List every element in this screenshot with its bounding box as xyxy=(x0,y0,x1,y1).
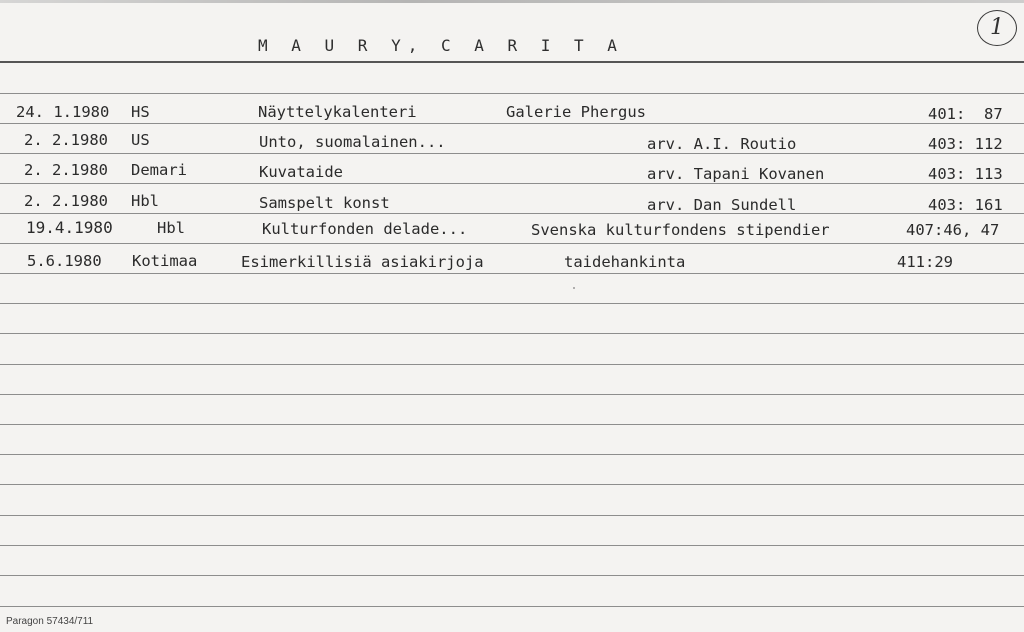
entry-note: Galerie Phergus xyxy=(506,103,646,121)
entry-paper: Hbl xyxy=(157,219,185,237)
ruled-line xyxy=(0,575,1024,576)
entry-paper: HS xyxy=(131,103,150,121)
entry-note: Svenska kulturfondens stipendier xyxy=(531,221,830,239)
entry-headline: Esimerkillisiä asiakirjoja xyxy=(241,253,484,271)
entry-note: arv. A.I. Routio xyxy=(647,135,797,153)
entry-paper: Demari xyxy=(131,161,187,179)
entry-note: arv. Dan Sundell xyxy=(647,196,797,214)
ruled-line xyxy=(0,243,1024,244)
paper-speck xyxy=(573,287,575,289)
entry-paper: Kotimaa xyxy=(132,252,198,270)
ruled-line xyxy=(0,394,1024,395)
printer-footer: Paragon 57434/711 xyxy=(6,616,94,627)
ruled-line xyxy=(0,303,1024,304)
entry-ref: 401: 87 xyxy=(928,105,1003,123)
entry-headline: Näyttelykalenteri xyxy=(258,103,417,121)
ruled-line xyxy=(0,545,1024,546)
entry-date: 5.6.1980 xyxy=(27,252,102,270)
entry-note: taidehankinta xyxy=(564,253,686,271)
ruled-line xyxy=(0,484,1024,485)
ruled-line xyxy=(0,273,1024,274)
ruled-line xyxy=(0,183,1024,184)
entry-ref: 403: 113 xyxy=(928,165,1003,183)
ruled-line xyxy=(0,364,1024,365)
ruled-line xyxy=(0,123,1024,124)
entry-ref: 403: 112 xyxy=(928,135,1003,153)
entry-headline: Kulturfonden delade... xyxy=(262,220,468,238)
entry-date: 2. 2.1980 xyxy=(24,192,108,210)
card-number-circle: 1 xyxy=(977,10,1017,46)
ruled-line xyxy=(0,153,1024,154)
entry-ref: 403: 161 xyxy=(928,196,1003,214)
entry-ref: 407:46, 47 xyxy=(906,221,1000,239)
ruled-line xyxy=(0,213,1024,214)
ruled-line xyxy=(0,454,1024,455)
entry-date: 2. 2.1980 xyxy=(24,161,108,179)
ruled-line xyxy=(0,333,1024,334)
entry-paper: Hbl xyxy=(131,192,159,210)
entry-headline: Unto, suomalainen... xyxy=(259,133,446,151)
entry-note: arv. Tapani Kovanen xyxy=(647,165,825,183)
entry-date: 2. 2.1980 xyxy=(24,131,108,149)
entry-headline: Kuvataide xyxy=(259,163,343,181)
entry-date: 19.4.1980 xyxy=(26,218,113,237)
ruled-line xyxy=(0,424,1024,425)
entry-ref: 411:29 xyxy=(897,253,953,271)
entry-paper: US xyxy=(131,131,150,149)
entry-headline: Samspelt konst xyxy=(259,194,390,212)
ruled-line xyxy=(0,93,1024,94)
card-top-edge xyxy=(0,0,1024,3)
ruled-line xyxy=(0,606,1024,607)
entry-date: 24. 1.1980 xyxy=(16,103,110,121)
card-title: M A U R Y, C A R I T A xyxy=(258,36,624,55)
header-rule xyxy=(0,61,1024,63)
ruled-line xyxy=(0,515,1024,516)
